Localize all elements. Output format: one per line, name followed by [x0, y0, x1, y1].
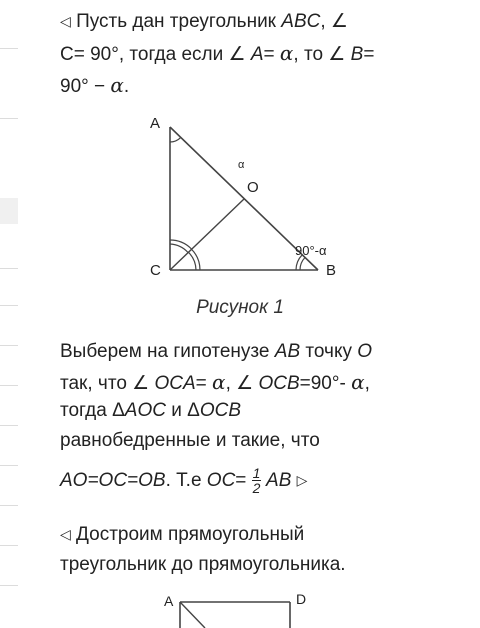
- figure2-rectangle-diagram: [160, 588, 330, 628]
- left-triangle-icon: ◁: [60, 526, 71, 542]
- right-triangle-icon: ▷: [296, 472, 308, 488]
- para2-line1: Выберем на гипотенузе AB точку O: [60, 341, 373, 362]
- left-edge-panel: [0, 0, 18, 628]
- vertex-label-b: B: [326, 262, 337, 279]
- para2-line5: AO=OC=OB. Т.е OC= $\frac{1}{2}$ AB ▷: [60, 461, 307, 501]
- para1-line1: ◁ Пусть дан треугольник ABC, ∠: [60, 11, 348, 32]
- alpha-symbol: α: [212, 370, 226, 394]
- figure1-triangle-diagram: [142, 108, 412, 288]
- figure1-caption: Рисунок 1: [196, 297, 284, 318]
- alpha-symbol: α: [110, 73, 124, 97]
- alpha-symbol: α: [351, 370, 365, 394]
- para2-line3: тогда ΔAOC и ΔOCB: [60, 400, 242, 421]
- vertex-label-c: C: [150, 262, 161, 279]
- rect-diagonal: [180, 602, 205, 628]
- para3-line1: ◁ Достроим прямоугольный: [60, 524, 305, 545]
- para3-line2: треугольник до прямоугольника.: [60, 554, 346, 575]
- para2-line4: равнобедренные и такие, что: [60, 430, 320, 451]
- para1-line2: C= 90°, тогда если ∠ A= α, то ∠ B=: [60, 41, 375, 65]
- angle-label-alpha: α: [238, 159, 245, 171]
- fraction-one-half: $\frac{1}{2}$: [252, 465, 261, 497]
- angle-label-90-alpha: 90°-α: [295, 243, 327, 258]
- para2-line2: так, что ∠ OCA= α, ∠ OCB=90°- α,: [60, 370, 370, 394]
- vertex-label-d: D: [296, 591, 307, 607]
- vertex-label-o: O: [247, 179, 259, 196]
- para1-line3: 90° − α.: [60, 73, 130, 97]
- left-triangle-icon: ◁: [60, 13, 71, 29]
- vertex-label-a: A: [150, 115, 161, 132]
- alpha-symbol: α: [279, 41, 294, 65]
- vertex-label-a: A: [164, 593, 174, 609]
